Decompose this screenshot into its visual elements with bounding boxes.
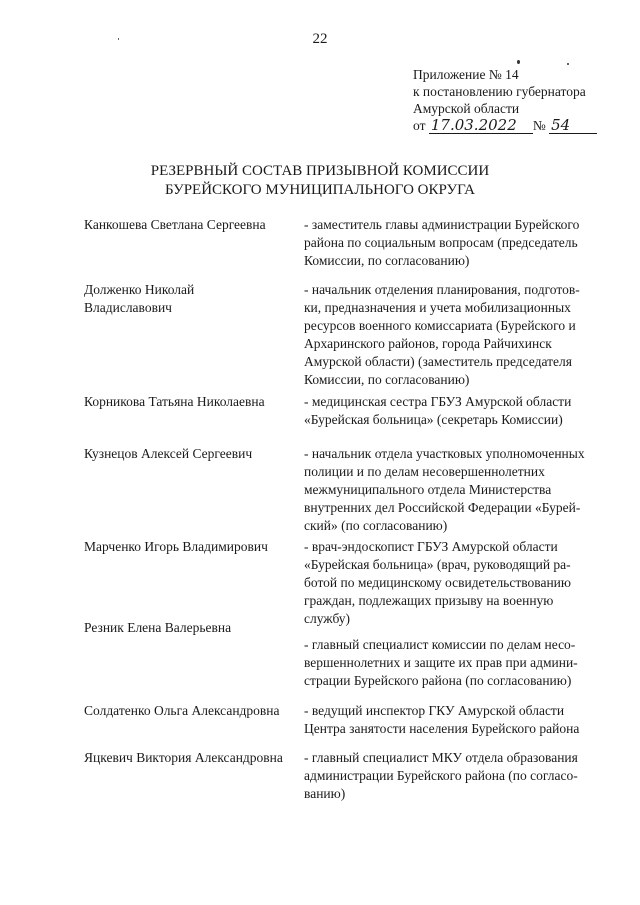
role-line: Архаринского районов, города Райчихинск <box>304 336 552 351</box>
member-role <box>304 445 604 535</box>
name-line: Яцкевич Виктория Александровна <box>84 750 283 765</box>
role-line: полиции и по делам несовершеннолетних <box>304 464 545 479</box>
role-line: страции Бурейского района (по согласованию) <box>304 673 572 688</box>
role-line: района по социальным вопросам (председатель <box>304 235 578 250</box>
member-name <box>84 619 294 637</box>
role-line: граждан, подлежащих призыву на военную <box>304 593 554 608</box>
member-name <box>84 393 294 411</box>
role-line: вершеннолетних и защите их прав при админи- <box>304 655 578 670</box>
date-prefix: от <box>413 118 426 133</box>
handwritten-number: 54 <box>549 118 597 134</box>
member-name <box>84 749 294 767</box>
role-line: ский» (по согласованию) <box>304 518 448 533</box>
role-line: «Бурейская больница» (секретарь Комиссии) <box>304 412 563 427</box>
member-role <box>304 749 604 803</box>
role-line: - медицинская сестра ГБУЗ Амурской области <box>304 394 572 409</box>
number-prefix: № <box>532 118 546 133</box>
role-line: администрации Бурейского района (по согласо- <box>304 768 578 783</box>
member-role <box>304 216 604 270</box>
member-name <box>84 702 294 720</box>
name-line: Кузнецов Алексей Сергеевич <box>84 446 253 461</box>
member-role <box>304 281 604 389</box>
name-line: Канкошева Светлана Сергеевна <box>84 217 266 232</box>
name-line: Резник Елена Валерьевна <box>84 620 232 635</box>
role-line: ки, предназначения и учета мобилизационных <box>304 300 571 315</box>
member-name <box>84 538 294 556</box>
role-line: - главный специалист комиссии по делам несо- <box>304 637 576 652</box>
page-number: 22 <box>312 31 328 47</box>
appendix-date-line <box>413 117 597 134</box>
member-role <box>304 702 604 738</box>
appendix-header <box>413 66 597 134</box>
member-name <box>84 445 294 463</box>
role-line: - врач-эндоскопист ГБУЗ Амурской области <box>304 539 558 554</box>
role-line: Центра занятости населения Бурейского района <box>304 721 580 736</box>
name-line: Солдатенко Ольга Александровна <box>84 703 280 718</box>
handwritten-date: 17.03.2022 <box>429 118 533 134</box>
member-name <box>84 216 294 234</box>
role-line: Комиссии, по согласованию) <box>304 253 470 268</box>
role-line: - главный специалист МКУ отдела образования <box>304 750 578 765</box>
name-line: Марченко Игорь Владимирович <box>84 539 268 554</box>
name-line: Владиславович <box>84 300 172 315</box>
name-line: Долженко Николай <box>84 282 195 297</box>
appendix-line: Приложение № 14 <box>413 67 519 82</box>
scan-speck <box>567 63 569 65</box>
member-role <box>304 636 604 690</box>
role-line: Амурской области) (заместитель председателя <box>304 354 572 369</box>
role-line: «Бурейская больница» (врач, руководящий ра- <box>304 557 571 572</box>
role-line: - заместитель главы администрации Бурейского <box>304 217 580 232</box>
scan-speck <box>517 60 520 64</box>
member-role <box>304 393 604 429</box>
member-role <box>304 538 604 628</box>
role-line: ботой по медицинскому освидетельствованию <box>304 575 571 590</box>
appendix-line: к постановлению губернатора <box>413 84 586 99</box>
title-line: БУРЕЙСКОГО МУНИЦИПАЛЬНОГО ОКРУГА <box>165 182 475 198</box>
role-line: - ведущий инспектор ГКУ Амурской области <box>304 703 565 718</box>
appendix-line: Амурской области <box>413 101 520 116</box>
role-line: - начальник отделения планирования, подготов- <box>304 282 580 297</box>
role-line: ванию) <box>304 786 346 801</box>
role-line: Комиссии, по согласованию) <box>304 372 470 387</box>
role-line: внутренних дел Российской Федерации «Бурей- <box>304 500 581 515</box>
member-name <box>84 281 294 317</box>
role-line: межмуниципального отдела Министерства <box>304 482 552 497</box>
title-line: РЕЗЕРВНЫЙ СОСТАВ ПРИЗЫВНОЙ КОМИССИИ <box>150 163 490 179</box>
document-title <box>0 162 640 200</box>
role-line: ресурсов военного комиссариата (Бурейского и <box>304 318 576 333</box>
role-line: службу) <box>304 611 351 626</box>
role-line: - начальник отдела участковых уполномоченных <box>304 446 585 461</box>
name-line: Корникова Татьяна Николаевна <box>84 394 265 409</box>
